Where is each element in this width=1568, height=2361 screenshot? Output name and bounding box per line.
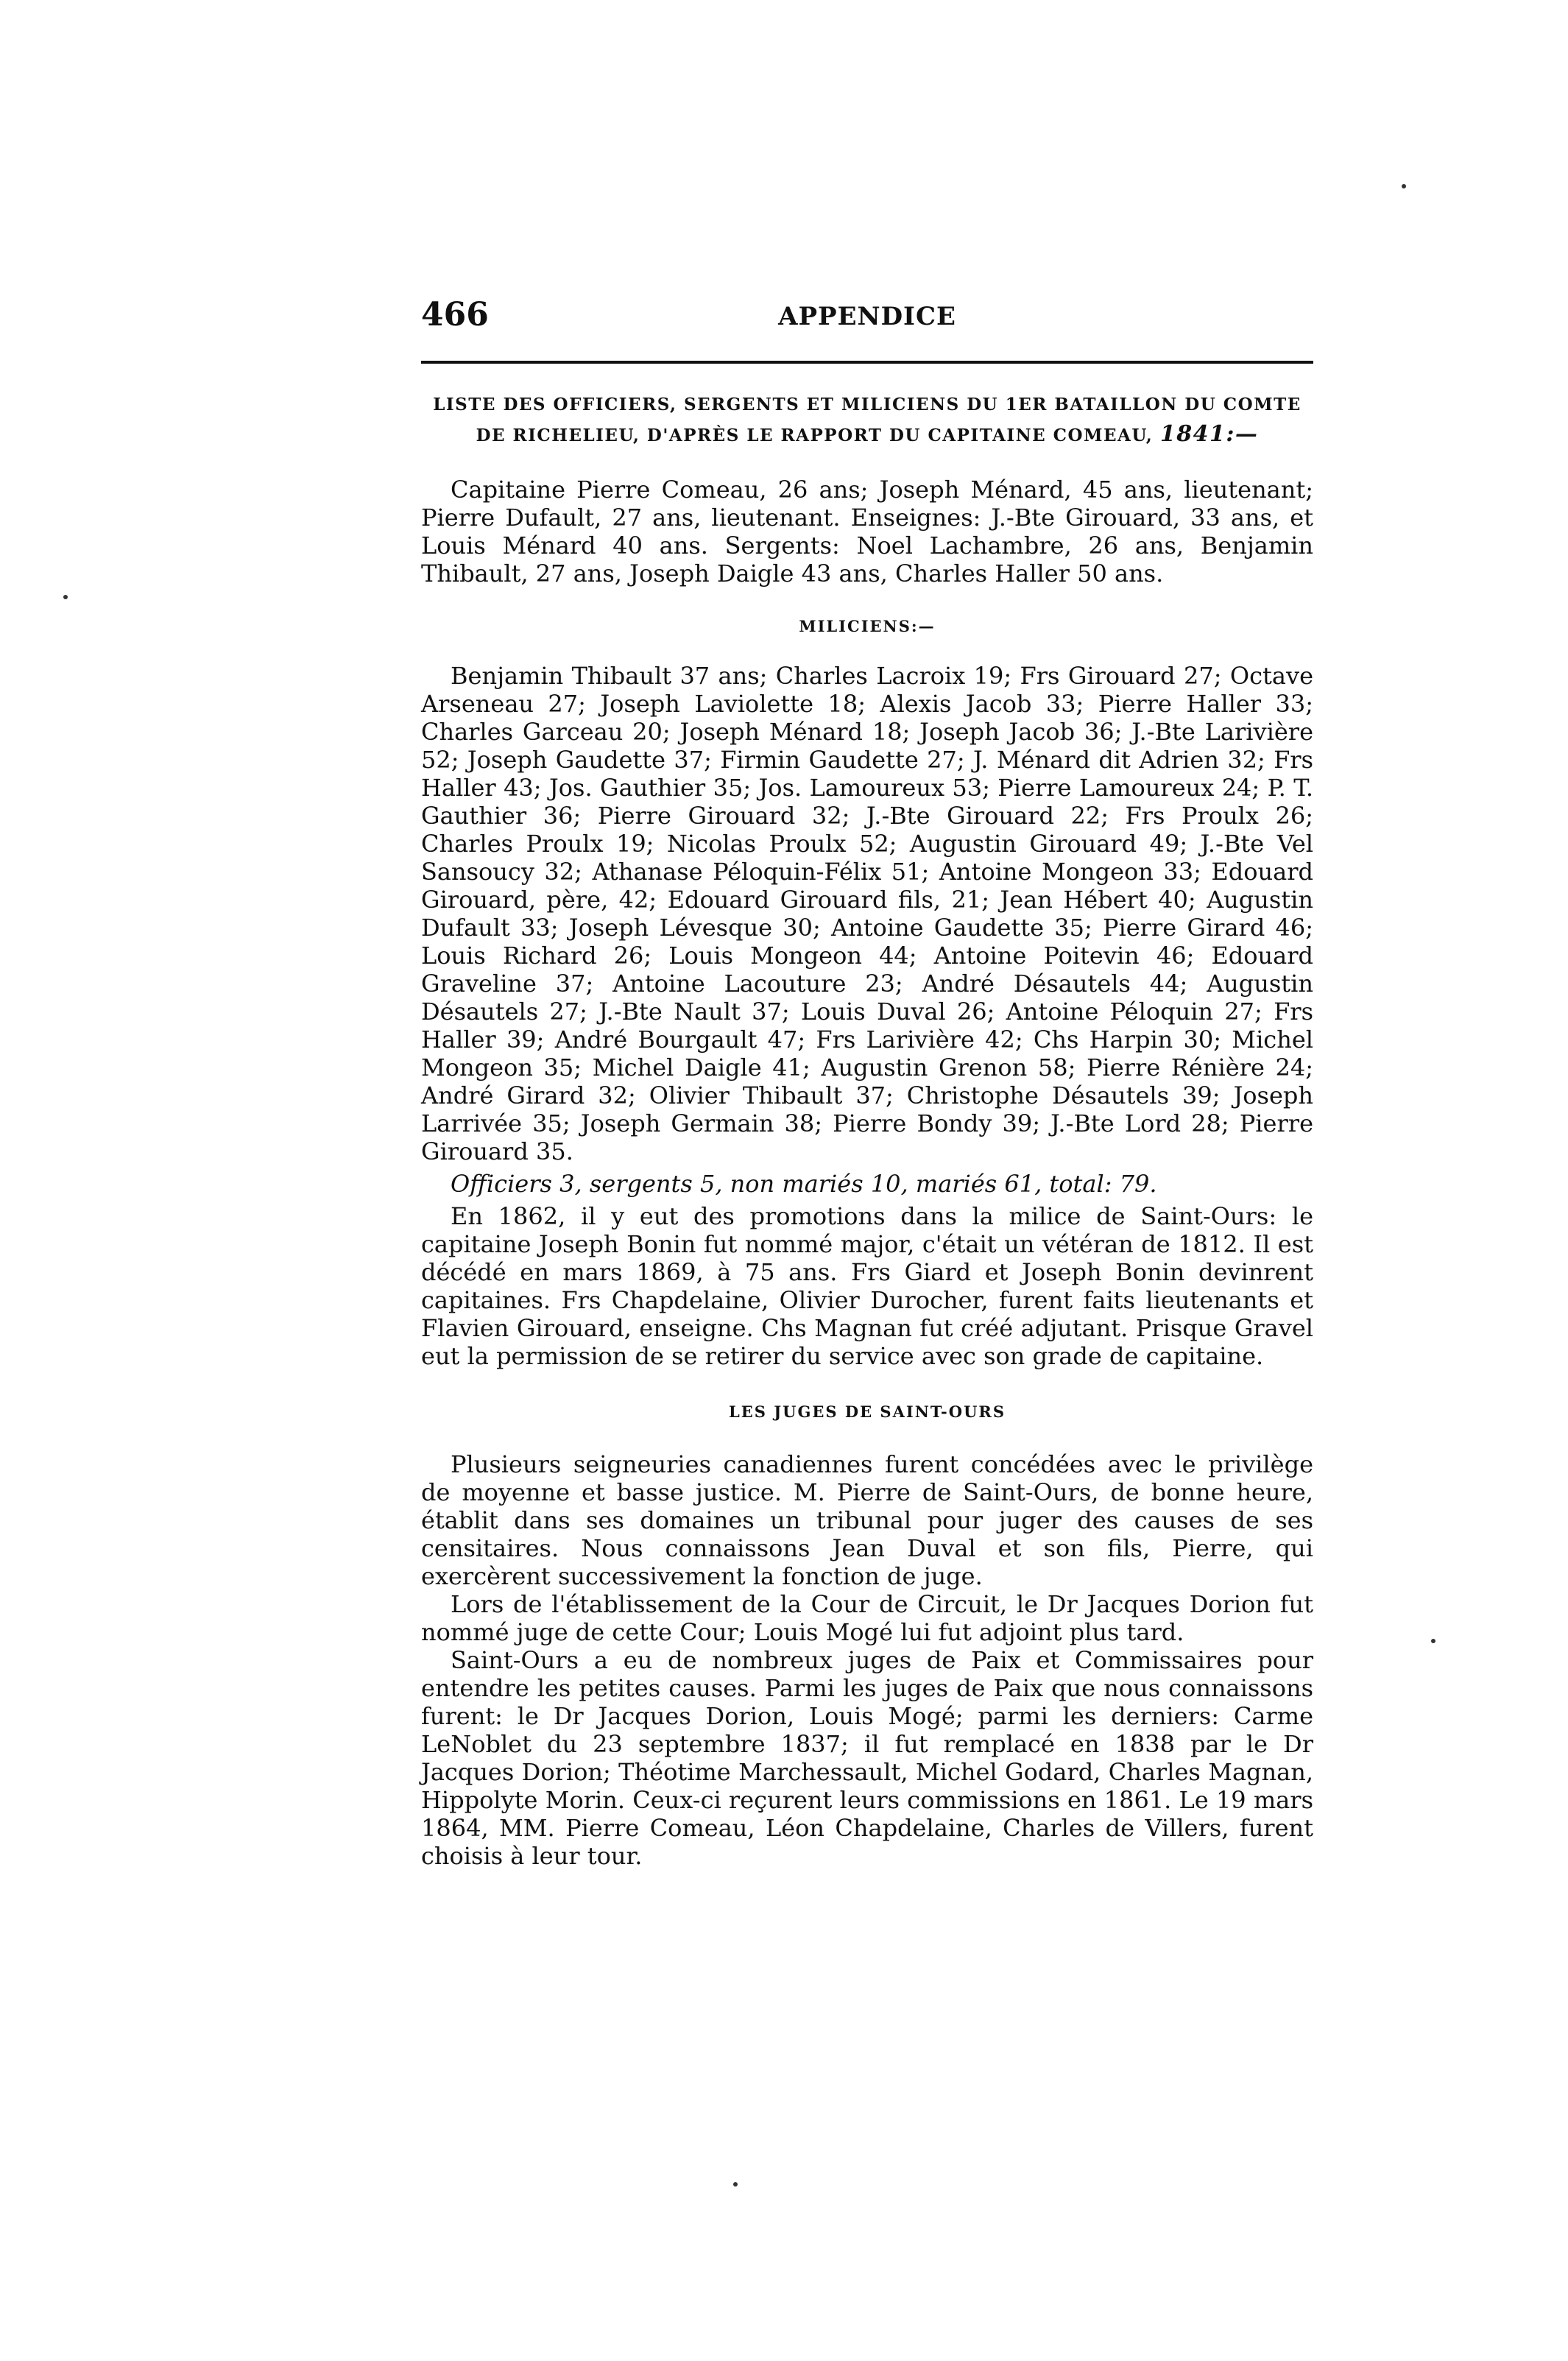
- totals-line: Officiers 3, sergents 5, non mariés 10, mariés 61, total: 79.: [451, 1170, 1157, 1198]
- miliciens-heading: MILICIENS:—: [799, 617, 936, 635]
- promotions-paragraph: En 1862, il y eut des promotions dans la milice de Saint-Ours: le capitaine Joseph Bonin fut nommé major, c'était un vétéran de 1812. Il est décédé en mars 1869, à 75 ans. Frs Giard et Joseph Bonin devinrent capitaines. Frs Chapdelaine, Olivier Durocher, furent faits lieutenants et Flavien Girouard, enseigne. Chs Magnan fut créé adjutant. Prisque Gravel eut la permission de se retirer du service avec son grade de capitaine.: [421, 1202, 1313, 1370]
- officers-paragraph: Capitaine Pierre Comeau, 26 ans; Joseph Ménard, 45 ans, lieutenant; Pierre Dufault, 27 ans, lieutenant. Enseignes: J.-Bte Girouard, 33 ans, et Louis Ménard 40 ans. Sergents: Noel Lachambre, 26 ans, Benjamin Thibault, 27 ans, Joseph Daigle 43 ans, Charles Haller 50 ans.: [421, 476, 1313, 587]
- scan-speck: [63, 595, 68, 599]
- running-title: APPENDICE: [778, 302, 956, 331]
- juges-heading: LES JUGES DE SAINT-OURS: [728, 1402, 1006, 1421]
- scan-speck: [1431, 1639, 1435, 1643]
- book-page: [421, 294, 1313, 1870]
- list-heading-text: LISTE DES OFFICIERS, SERGENTS ET MILICIENS DU 1ER BATAILLON DU COMTE DE RICHELIEU, D'APRÈS LE RAPPORT DU CAPITAINE COMEAU,: [433, 395, 1302, 445]
- list-heading-year: 1841:—: [1159, 421, 1259, 447]
- juges-paragraph-2: Lors de l'établissement de la Cour de Circuit, le Dr Jacques Dorion fut nommé juge de cette Cour; Louis Mogé lui fut adjoint plus tard.: [421, 1590, 1313, 1646]
- scan-speck: [1402, 184, 1406, 188]
- list-heading: [421, 390, 1313, 451]
- juges-paragraph-3: Saint-Ours a eu de nombreux juges de Paix et Commissaires pour entendre les petites causes. Parmi les juges de Paix que nous connaissons furent: le Dr Jacques Dorion, Louis Mogé; parmi les derniers: Carme LeNoblet du 23 septembre 1837; il fut remplacé en 1838 par le Dr Jacques Dorion; Théotime Marchessault, Michel Godard, Charles Magnan, Hippolyte Morin. Ceux-ci reçurent leurs commissions en 1861. Le 19 mars 1864, MM. Pierre Comeau, Léon Chapdelaine, Charles de Villers, furent choisis à leur tour.: [421, 1646, 1313, 1870]
- scan-speck: [733, 2182, 738, 2187]
- header-rule: [421, 361, 1313, 364]
- running-head: [421, 294, 1313, 339]
- juges-paragraph-1: Plusieurs seigneuries canadiennes furent concédées avec le privilège de moyenne et basse justice. M. Pierre de Saint-Ours, de bonne heure, établit dans ses domaines un tribunal pour juger des causes de ses censitaires. Nous connaissons Jean Duval et son fils, Pierre, qui exercèrent successivement la fonction de juge.: [421, 1450, 1313, 1590]
- miliciens-paragraph: Benjamin Thibault 37 ans; Charles Lacroix 19; Frs Girouard 27; Octave Arseneau 27; Joseph Laviolette 18; Alexis Jacob 33; Pierre Haller 33; Charles Garceau 20; Joseph Ménard 18; Joseph Jacob 36; J.-Bte Larivière 52; Joseph Gaudette 37; Firmin Gaudette 27; J. Ménard dit Adrien 32; Frs Haller 43; Jos. Gauthier 35; Jos. Lamoureux 53; Pierre Lamoureux 24; P. T. Gauthier 36; Pierre Girouard 32; J.-Bte Girouard 22; Frs Proulx 26; Charles Proulx 19; Nicolas Proulx 52; Augustin Girouard 49; J.-Bte Vel Sansoucy 32; Athanase Péloquin-Félix 51; Antoine Mongeon 33; Edouard Girouard, père, 42; Edouard Girouard fils, 21; Jean Hébert 40; Augustin Dufault 33; Joseph Lévesque 30; Antoine Gaudette 35; Pierre Girard 46; Louis Richard 26; Louis Mongeon 44; Antoine Poitevin 46; Edouard Graveline 37; Antoine Lacouture 23; André Désautels 44; Augustin Désautels 27; J.-Bte Nault 37; Louis Duval 26; Antoine Péloquin 27; Frs Haller 39; André Bourgault 47; Frs Larivière 42; Chs Harpin 30; Michel Mongeon 35; Michel Daigle 41; Augustin Grenon 58; Pierre Rénière 24; André Girard 32; Olivier Thibault 37; Christophe Désautels 39; Joseph Larrivée 35; Joseph Germain 38; Pierre Bondy 39; J.-Bte Lord 28; Pierre Girouard 35.: [421, 662, 1313, 1165]
- page-number: 466: [421, 296, 489, 333]
